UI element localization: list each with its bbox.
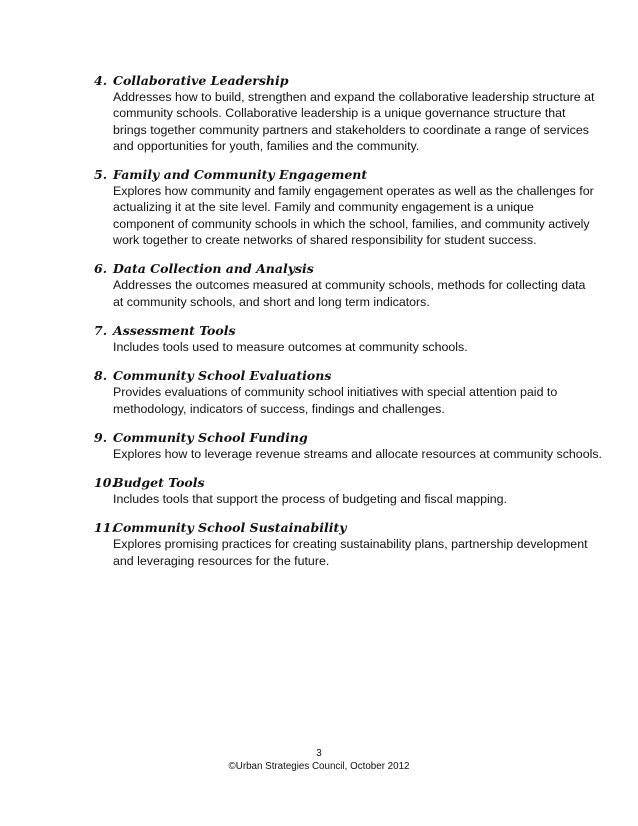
list-item-description (113, 446, 602, 462)
list-item (94, 429, 602, 462)
description-line: Provides evaluations of community school initiatives with special attention paid to (113, 385, 558, 400)
list-item (94, 261, 586, 310)
list-item-number: 8. (94, 368, 108, 384)
page-footer (0, 747, 638, 773)
list-item (94, 73, 595, 154)
list-item-number: 11. (94, 520, 116, 536)
description-line: Addresses how to build, strengthen and expand the collaborative leadership structure at (113, 90, 595, 104)
list-item-number: 9. (94, 429, 108, 445)
description-line: brings together community partners and stakeholders to coordinate a range of services (113, 122, 589, 137)
description-line: Explores how to leverage revenue streams and allocate resources at community schools. (113, 446, 602, 461)
list-item-title: Assessment Tools (113, 322, 236, 338)
list-item-description (113, 536, 588, 569)
copyright-notice: ©Urban Strategies Council, October 2012 (228, 761, 410, 772)
description-line: Explores promising practices for creating sustainability plans, partnership development (113, 537, 588, 552)
list-item-heading (94, 167, 574, 183)
list-item-description (113, 277, 586, 310)
description-line: at community schools, and short and long term indicators. (113, 294, 430, 309)
description-line: Explores how community and family engagement operates as well as the challenges for (113, 184, 594, 199)
list-item-description (113, 384, 574, 417)
list-item-title: Community School Funding (113, 429, 308, 445)
list-item-title: Data Collection and Analysis (113, 261, 314, 277)
description-line: and opportunities for youth, families and the community. (113, 138, 420, 153)
description-line: methodology, indicators of success, findings and challenges. (113, 401, 445, 416)
list-item (94, 368, 574, 417)
list-item-title: Budget Tools (113, 475, 205, 491)
description-line: actualizing it at the site level. Family and community engagement is a unique (113, 200, 534, 215)
list-item-title: Community School Evaluations (113, 368, 332, 384)
list-item-description (113, 491, 574, 507)
list-item-heading (94, 430, 574, 446)
description-line: component of community schools in which the school, families, and community actively (113, 216, 590, 231)
list-item-heading (94, 261, 574, 277)
list-item (94, 520, 588, 569)
list-item-heading (94, 520, 574, 536)
list-item-number: 4. (94, 73, 108, 88)
numbered-list (94, 73, 602, 582)
description-line: Addresses the outcomes measured at community schools, methods for collecting data (113, 278, 586, 293)
list-item (94, 475, 574, 507)
description-line: Includes tools used to measure outcomes at community schools. (113, 339, 468, 354)
description-line: work together to create networks of shared responsibility for student success. (113, 233, 537, 248)
list-item-heading (94, 73, 574, 89)
list-item-description (113, 183, 594, 248)
list-item (94, 323, 574, 355)
description-line: community schools. Collaborative leadership is a unique governance structure that (113, 106, 566, 121)
list-item-description (113, 89, 595, 154)
description-line: and leveraging resources for the future. (113, 553, 330, 568)
list-item-title: Collaborative Leadership (113, 73, 289, 88)
page-number: 3 (316, 748, 322, 759)
list-item-heading (94, 475, 574, 491)
list-item-number: 5. (94, 167, 108, 183)
list-item-description (113, 339, 574, 355)
description-line: Includes tools that support the process of budgeting and fiscal mapping. (113, 492, 507, 507)
list-item-title: Family and Community Engagement (113, 167, 368, 183)
list-item-number: 7. (94, 322, 108, 338)
list-item-number: 6. (94, 261, 108, 277)
list-item-heading (94, 368, 574, 384)
list-item (94, 167, 594, 248)
list-item-heading (94, 323, 574, 339)
list-item-title: Community School Sustainability (113, 520, 347, 536)
list-item-number: 10. (94, 475, 116, 491)
